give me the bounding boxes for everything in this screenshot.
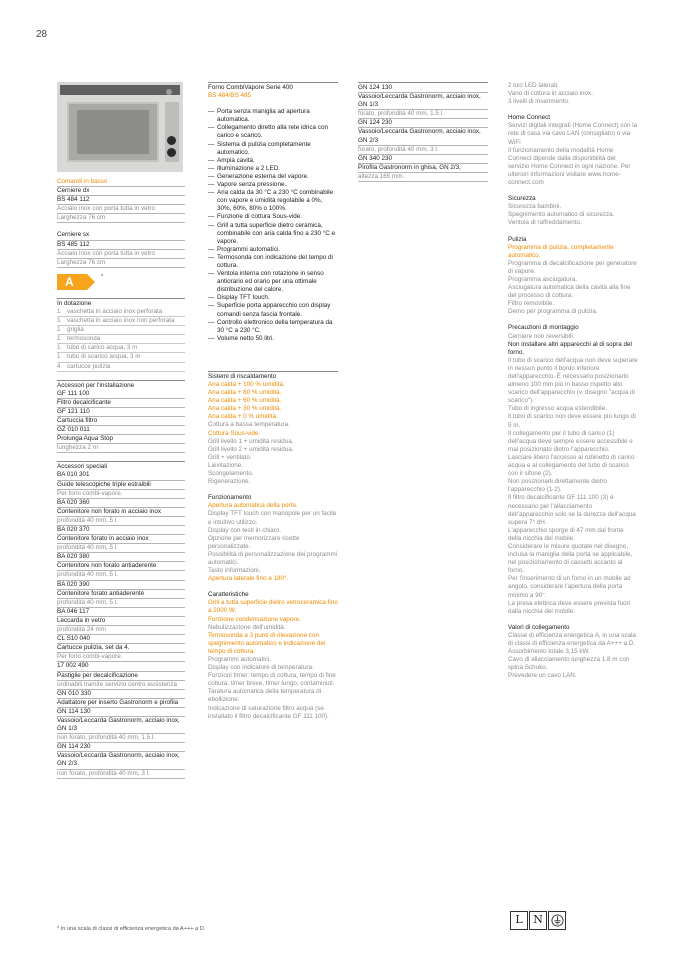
feature-item: — Illuminazione a 2 LED.	[208, 165, 338, 173]
accessory-code: GF 121 110	[57, 408, 185, 417]
heating-item: Aria calda + 30 % umidità.	[208, 405, 282, 413]
accessory-code: BA 046 117	[57, 608, 185, 617]
accessory-note: profondità 24 mm	[57, 626, 185, 635]
accessory-name: Contenitore non forato in acciaio inox	[57, 508, 185, 517]
list-item	[57, 344, 185, 353]
special-title: Accessori speciali	[57, 461, 185, 471]
install-list	[57, 390, 185, 454]
feature-item: — Display TFT touch.	[208, 294, 338, 302]
function-item: Possibilità di personalizzazione dei programmi automatici.	[208, 550, 338, 566]
heating-title: Sistemi di riscaldamento	[208, 371, 338, 381]
feature-item: — Collegamento diretto alla rete idrica con carico e scarico.	[208, 124, 338, 140]
gastronorm-note: forato, profondità 40 mm, 1.5 l.	[358, 110, 488, 119]
dial-icon	[167, 148, 176, 157]
accessory-note: Per forni combi-vapore.	[57, 490, 185, 499]
feature-item: — Generazione esterna del vapore.	[208, 173, 338, 181]
features2-item: Funzioni timer: tempo di cottura, tempo di fine cottura, timer breve, timer lungo, contaminuti.	[208, 672, 336, 688]
accessory-code: BA 020 370	[57, 526, 185, 535]
features2-item: Grill a tutta superficie dietro vetroceramica fino a 2000 W.	[208, 599, 338, 615]
oven-glass	[77, 110, 149, 154]
item-text: tubo di carico acqua, 3 m	[67, 344, 138, 352]
gastronorm-name: Pirofila Gastronorm in ghisa, GN 2/3,	[358, 164, 488, 173]
function-item: Display con testi in chiaro.	[208, 526, 282, 534]
accessory-note: profondità 40 mm, 5 l.	[57, 571, 185, 580]
item-text: vaschetta in acciaio inox non perforata	[67, 317, 175, 325]
gastronorm-name: Vassoio/Leccarda Gastronorm, acciaio inox, GN 2/3	[358, 128, 488, 145]
model-hinge: Cerniere dx	[57, 187, 185, 196]
gastronorm-note: forato, profondità 40 mm, 3 l.	[358, 146, 488, 155]
item-text: griglia	[67, 326, 84, 334]
energy-label	[57, 273, 103, 290]
gastronorm-list	[358, 82, 488, 182]
connection-symbols	[510, 911, 567, 930]
list-item	[57, 353, 185, 362]
cleaning-highlight: Programma di pulizia, completamente automatico.	[508, 243, 614, 259]
feature-item: — Vapore senza pressione.	[208, 181, 338, 189]
model-code: BS 484 112	[57, 196, 185, 205]
accessory-code: BA 020 390	[57, 581, 185, 590]
accessory-code: GF 111 100	[57, 390, 185, 399]
item-qty: 1	[57, 307, 61, 315]
features2-item: Programmi automatici.	[208, 656, 271, 663]
features2-item: Funzione condensazione vapore.	[208, 615, 301, 623]
earth-ground-icon	[548, 911, 566, 930]
item-text: cartucce pulizia	[67, 362, 111, 370]
oven-logo-icon	[166, 89, 172, 95]
gastronorm-name: Vassoio/Leccarda Gastronorm, acciaio inox, GN 1/3	[358, 93, 488, 110]
home-connect-title: Home Connect	[508, 114, 550, 122]
oven-window	[67, 102, 159, 162]
column-details	[508, 82, 638, 680]
list-item	[57, 326, 185, 335]
feature-item: — Sistema di pulizia completamente automatico.	[208, 141, 338, 157]
mounting-text: Il tubo di scarico dell'acqua non deve superare in nessun punto il bordo inferiore dell'apparecchio. È necessario posizionarlo almeno 100 mm più in basso rispetto allo scarico dell'apparecchio (v. disegno "acqua di scarico"). Tubo di ingresso acqua estendibile. Il tubo di scarico non deve essere più lungo di 5 m. Il collegamento per il tubo di carico (1) dell'acqua deve sempre essere accessibile e mai posizionato dietro l'apparecchio. Lasciare libero l'accesso al rubinetto di carico acqua e al collegamento del tubo di scarico con il sifone (2). Non posizionarli direttamente dietro l'apparecchio (1-2). Il filtro decalcificante GF 111 100 (3) è necessario per l'allacciamento dell'apparecchio solo se la durezza dell'acqua supera 7° dH. L'apparecchio sporge di 47 mm dal fronte della nicchia del mobile. Considerare le misure quotate nel disegno, inclusa la maniglia della porta se applicabile, nel posizionamento di cassetti accanto al forno. Per l'inserimento di un forno in un mobile ad angolo, considerare l'apertura della porta minimo a 90°. La presa elettrica deve essere prevista fuori dalla nicchia del mobile.	[508, 356, 638, 615]
accessory-code: CL S10 040	[57, 635, 185, 644]
feature-item: — Ventola interna con rotazione in senso antiorario ed orario per una ottimale distribuzione del calore.	[208, 270, 338, 294]
heating-item: Scongelamento.	[208, 470, 254, 478]
accessory-code: GZ 010 011	[57, 426, 185, 435]
features2-title: Caratteristiche	[208, 591, 249, 599]
heating-item: Aria calda + 0 % umidità.	[208, 413, 278, 421]
heating-item: Aria calda + 100 % umidità.	[208, 381, 285, 388]
accessory-note: ordinabili tramite servizio centro assistenza	[57, 681, 185, 690]
heating-item: Rigenerazione.	[208, 478, 251, 486]
accessory-code: BA 020 360	[57, 499, 185, 508]
function-item: Display TFT touch con manopole per un facile e intuitivo utilizzo.	[208, 510, 337, 526]
feature-item: — Controllo elettronico della temperatura da 30 °C a 230 °C.	[208, 319, 338, 335]
features2-item: Indicazione di saturazione filtro acqua (se installato il filtro decalcificante GF 111 100).	[208, 704, 329, 720]
cleaning-title: Pulizia	[508, 235, 527, 243]
heating-item: Aria calda + 60 % umidità.	[208, 397, 282, 405]
feature-item: — Grill a tutta superficie dietro ceramica, combinabile con aria calda fino a 230 °C e vapore.	[208, 222, 338, 246]
accessory-name: Guide telescopiche triple estraibili	[57, 481, 185, 490]
column-accessories	[57, 82, 185, 779]
footnote: * In una scala di classi di efficienza energetica da A+++ a D.	[57, 926, 206, 932]
models-list	[57, 187, 185, 268]
item-qty: 4	[57, 362, 61, 370]
feature-item: — Volume netto 50 litri.	[208, 335, 338, 343]
oven-image	[57, 82, 183, 172]
accessory-code: BA 010 301	[57, 471, 185, 480]
accessory-name: Contenitore forato antiaderente	[57, 590, 185, 599]
function-item: Opzione per memorizzare ricette personalizzate.	[208, 534, 300, 550]
mounting-warning: Non installare altri apparecchi al di sopra del forno.	[508, 340, 632, 356]
heating-item: Grill livello 2 + umidità residua.	[208, 445, 294, 453]
function-item: Apertura laterale fino a 180°.	[208, 575, 289, 583]
accessory-name: Pastiglie per decalcificazione	[57, 672, 185, 681]
accessory-name: Cartuccia filtro	[57, 417, 185, 426]
accessory-code: 17 002 490	[57, 662, 185, 671]
accessory-name: Adattatore per inserto Gastronorm e pirofila	[57, 699, 185, 708]
mount-title: Comandi in basso	[57, 178, 185, 187]
features-list	[208, 108, 338, 343]
model-desc: Acciaio inox con porta tutta in vetro	[57, 205, 185, 214]
mounting-title: Precauzioni di montaggio	[508, 324, 579, 332]
product-codes: BS 484/BS 485	[208, 92, 252, 100]
features2-item: Nebulizzazione dell'umidità.	[208, 623, 286, 631]
accessory-name: Vassoio/Leccarda Gastronorm, acciaio inox, GN 2/3	[57, 752, 185, 769]
column-features	[208, 82, 338, 721]
gastronorm-note: altezza 165 mm.	[358, 173, 488, 182]
feature-item: — Programmi automatici.	[208, 246, 338, 254]
accessory-name: Filtro decalcificante	[57, 399, 185, 408]
accessory-note: profondità 40 mm, 5 l.	[57, 544, 185, 553]
dial-icon	[167, 136, 176, 145]
spacer	[57, 223, 185, 231]
intro-text: 2 luci LED laterali. Vano di cottura in acciaio inox. 3 livelli di inserimento.	[508, 82, 593, 106]
gastronorm-code: GN 124 230	[358, 119, 488, 128]
item-qty: 1	[57, 335, 61, 343]
heating-list	[208, 381, 338, 486]
function-list	[208, 502, 338, 583]
item-text: termosonda	[67, 335, 101, 343]
list-item	[57, 335, 185, 344]
feature-item: — Funzione di cottura Sous-vide.	[208, 213, 338, 221]
accessory-name: Leccarda in vetro	[57, 617, 185, 626]
feature-item: — Ampia cavità.	[208, 157, 338, 165]
item-qty: 1	[57, 344, 61, 352]
item-text: vaschetta in acciaio inox perforata	[67, 307, 163, 315]
heating-item: Aria calda + 80 % umidità.	[208, 389, 282, 397]
heating-item: Lievitazione.	[208, 461, 244, 469]
model-desc: Acciaio inox con porta tutta in vetro	[57, 250, 185, 259]
features2-list	[208, 599, 338, 720]
oven-top-strip	[60, 85, 180, 95]
accessory-note: non forato, profondità 40 mm, 1.5 l.	[57, 734, 185, 743]
item-qty: 1	[57, 353, 61, 361]
neutral-symbol: N	[529, 911, 547, 930]
feature-item: — Aria calda da 30 °C a 230 °C combinabile con vapore e umidità regolabile a 0%, 30%, 60%, 80% o 100%.	[208, 189, 338, 213]
item-qty: 1	[57, 326, 61, 334]
equipment-list	[57, 308, 185, 372]
accessory-code: GN 114 230	[57, 743, 185, 752]
accessory-name: Contenitore forato in acciaio inox	[57, 535, 185, 544]
install-title: Accessori per l'installazione	[57, 380, 185, 390]
item-text: tubo di scarico acqua, 3 m	[67, 353, 141, 361]
function-item: Tasto informazioni.	[208, 567, 261, 575]
accessory-note: lunghezza 2 m	[57, 444, 185, 453]
item-qty: 1	[57, 317, 61, 325]
list-item	[57, 317, 185, 326]
energy-class: A	[65, 274, 74, 289]
product-title: Forno CombiVapore Serie 400	[208, 82, 338, 92]
accessory-note: Per forni combi-vapore.	[57, 653, 185, 662]
heating-item: Cottura a bassa temperatura.	[208, 421, 290, 429]
accessory-name: Contenitore non forato antiaderente	[57, 562, 185, 571]
cleaning-text: Programma di decalcificazione per generatore di vapore. Programma asciugatura. Asciugatura automatica della cavità alla fine del processo di cottura. Filtro removibile. Demo per programma di pulizia.	[508, 259, 637, 316]
mounting-line: Cerniere non reversibili.	[508, 332, 575, 340]
column-gastronorm	[358, 82, 488, 182]
accessory-note: profondità 40 mm, 5 l.	[57, 599, 185, 608]
accessory-note: non forato, profondità 40 mm, 3 l.	[57, 770, 185, 779]
gastronorm-code: GN 124 130	[358, 84, 488, 93]
safety-title: Sicurezza	[508, 195, 536, 203]
feature-item: — Superficie porta apparecchio con display comandi senza fascia frontale.	[208, 302, 338, 318]
model-size: Larghezza 76 cm	[57, 214, 185, 223]
function-title: Funzionamento	[208, 494, 252, 502]
features2-item: Display con indicatore di temperatura.	[208, 664, 314, 672]
features2-item: Taratura automatica della temperatura di ebollizione.	[208, 688, 322, 704]
feature-item: — Termosonda con indicazione del tempo di cottura.	[208, 254, 338, 270]
model-hinge: Cerniere sx	[57, 231, 185, 240]
heating-item: Grill + ventilato.	[208, 453, 252, 461]
model-size: Larghezza 76 cm	[57, 259, 185, 268]
equipment-title: In dotazione	[57, 298, 185, 308]
heating-item: Grill livello 1 + umidità residua.	[208, 437, 294, 445]
accessory-name: Prolunga Aqua Stop	[57, 435, 185, 444]
oven-control-panel	[165, 102, 179, 162]
accessory-code: BA 020 380	[57, 553, 185, 562]
safety-text: Sicurezza bambini. Spegnimento automatico di sicurezza. Ventola di raffreddamento.	[508, 203, 615, 227]
connection-text: Classe di efficienza energetica A, in una scala di classi di efficienza energetica da A+++ a D. Assorbimento totale 3,15 kW. Cavo di allacciamento lunghezza 1.8 m con spina Schuko. Prevedere un cavo LAN.	[508, 631, 636, 680]
feature-item: — Porta senza maniglia ad apertura automatica.	[208, 108, 338, 124]
page-number: 28	[36, 29, 48, 40]
home-connect-text: Servizi digitali integrati (Home Connect) con la rete di casa via cavo LAN (consigliato) o via WiFi Il funzionamento della modalità Home Connect dipende dalla disponibilità del servizio Home Connect in ogni nazione. Per ulteriori informazioni visitare www.home-connect.com	[508, 122, 638, 187]
phase-symbol: L	[510, 911, 528, 930]
model-code: BS 485 112	[57, 241, 185, 250]
accessory-name: Vassoio/Leccarda Gastronorm, acciaio inox, GN 1/3	[57, 717, 185, 734]
function-item: Apertura automatica della porta.	[208, 502, 298, 510]
gastronorm-code: GN 340 230	[358, 155, 488, 164]
connection-title: Valori di collegamento	[508, 623, 570, 631]
list-item	[57, 308, 185, 317]
accessory-code: GN 010 330	[57, 690, 185, 699]
features2-item: Termosonda a 3 punti di rilevazione con spegnimento automatico e indicazione del tempo di cottura.	[208, 631, 326, 655]
accessory-code: GN 114 130	[57, 708, 185, 717]
special-list	[57, 471, 185, 778]
accessory-name: Cartucce pulizia, set da 4.	[57, 644, 185, 653]
energy-footnote-mark: *	[101, 273, 103, 280]
heating-item: Cottura Sous-vide.	[208, 429, 261, 437]
list-item	[57, 363, 185, 372]
accessory-note: profondità 40 mm, 5 l.	[57, 517, 185, 526]
